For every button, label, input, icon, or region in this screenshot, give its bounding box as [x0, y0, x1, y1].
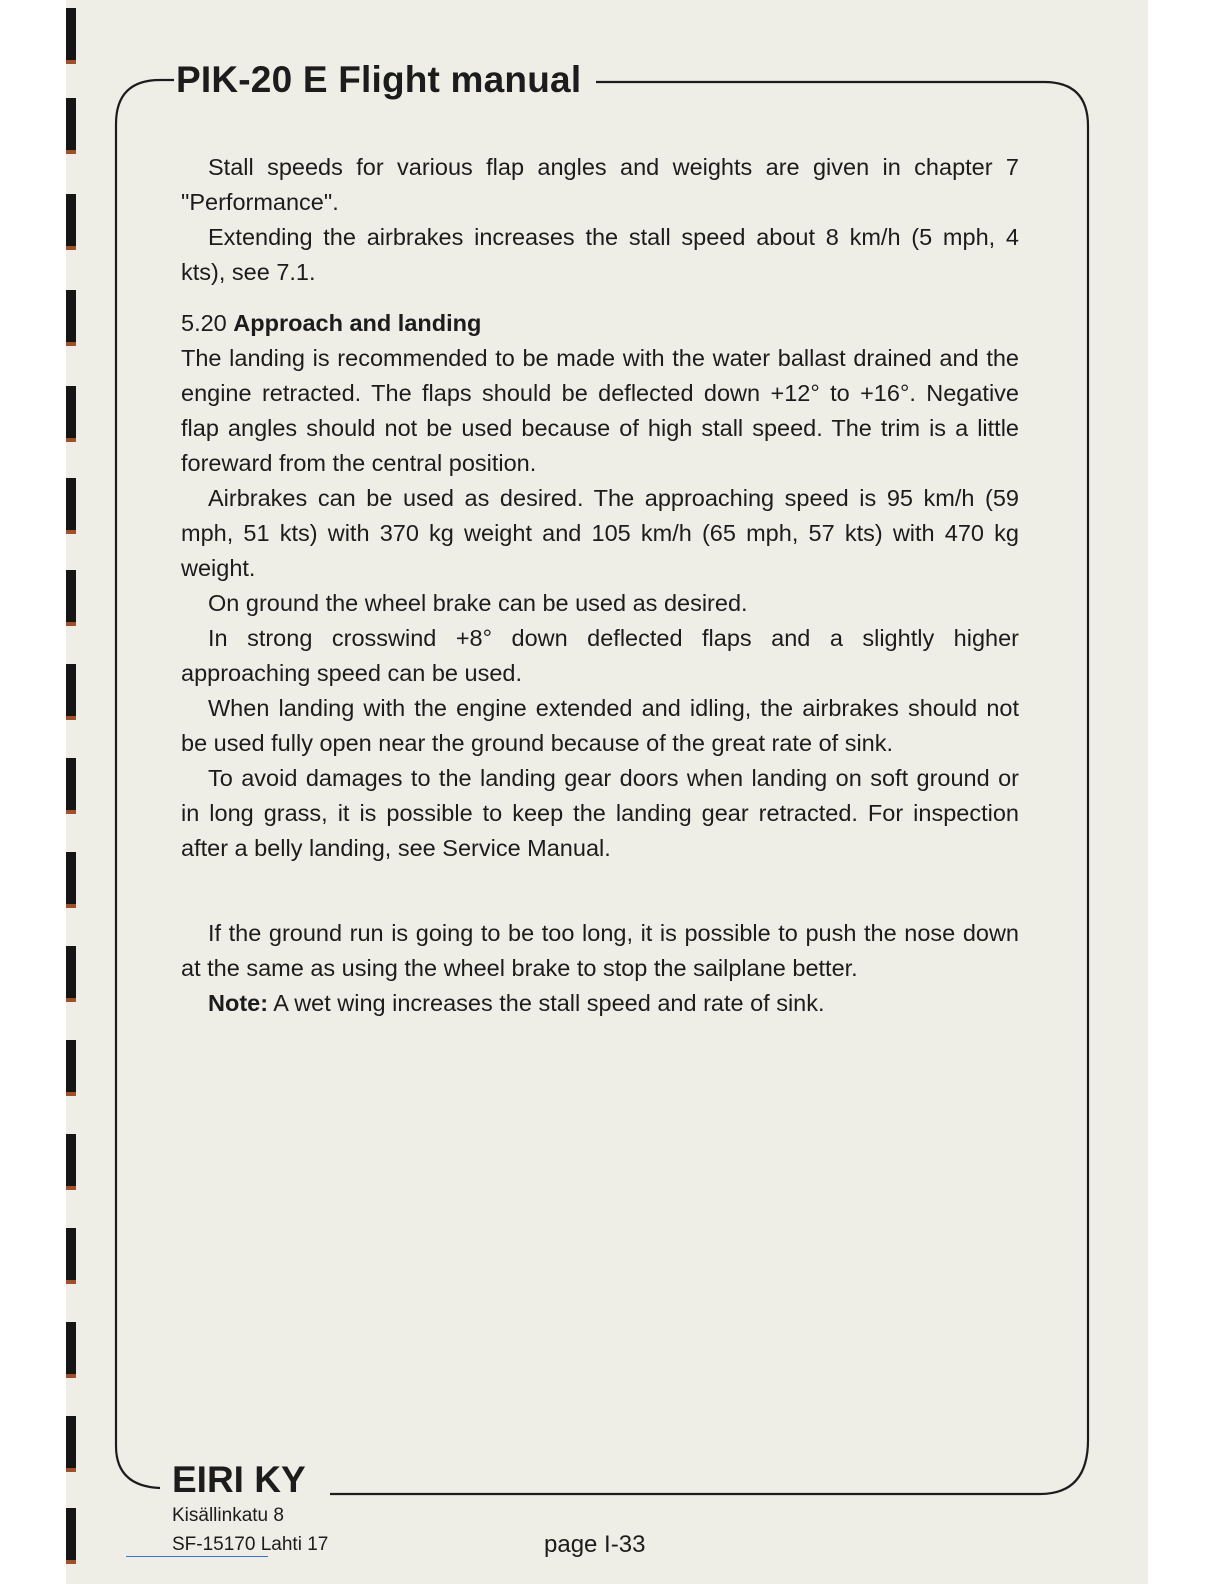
paragraph: Stall speeds for various flap angles and weights are given in chapter 7 "Performance".: [181, 154, 1019, 215]
address-city: SF-15170 Lahti 17: [172, 1534, 329, 1555]
page-number: page I-33: [544, 1531, 646, 1558]
body-text: [181, 150, 1019, 1021]
section-heading: [181, 306, 1019, 341]
address-street: Kisällinkatu 8: [172, 1505, 284, 1526]
paragraph: Extending the airbrakes increases the stall speed about 8 km/h (5 mph, 4 kts), see 7.1.: [181, 224, 1019, 285]
paragraph: When landing with the engine extended and idling, the airbrakes should not be used fully open near the ground because of the great rate of sink.: [181, 695, 1019, 756]
section-title: Approach and landing: [233, 310, 482, 336]
paragraph: On ground the wheel brake can be used as desired.: [208, 590, 748, 616]
paragraph: If the ground run is going to be too long, it is possible to push the nose down at the same as using the wheel brake to stop the sailplane better.: [181, 920, 1019, 981]
link-underline: [126, 1556, 268, 1557]
note-text: A wet wing increases the stall speed and rate of sink.: [273, 990, 825, 1016]
note-label: Note:: [208, 990, 269, 1016]
company-name: EIRI KY: [172, 1458, 312, 1502]
note: [181, 986, 1019, 1021]
paragraph: In strong crosswind +8° down deflected flaps and a slightly higher approaching speed can be used.: [181, 625, 1019, 686]
paragraph: To avoid damages to the landing gear doors when landing on soft ground or in long grass, it is possible to keep the landing gear retracted. For inspection after a belly landing, see Service Manual.: [181, 765, 1019, 861]
paragraph: The landing is recommended to be made with the water ballast drained and the engine retracted. The flaps should be deflected down +12° to +16°. Negative flap angles should not be used because of high stall speed. The trim is a little foreward from the central position.: [181, 345, 1019, 476]
section-number: 5.20: [181, 310, 227, 336]
page-title: PIK-20 E Flight manual: [174, 58, 585, 102]
paragraph: Airbrakes can be used as desired. The approaching speed is 95 km/h (59 mph, 51 kts) with 370 kg weight and 105 km/h (65 mph, 57 kts) with 470 kg weight.: [181, 485, 1019, 581]
